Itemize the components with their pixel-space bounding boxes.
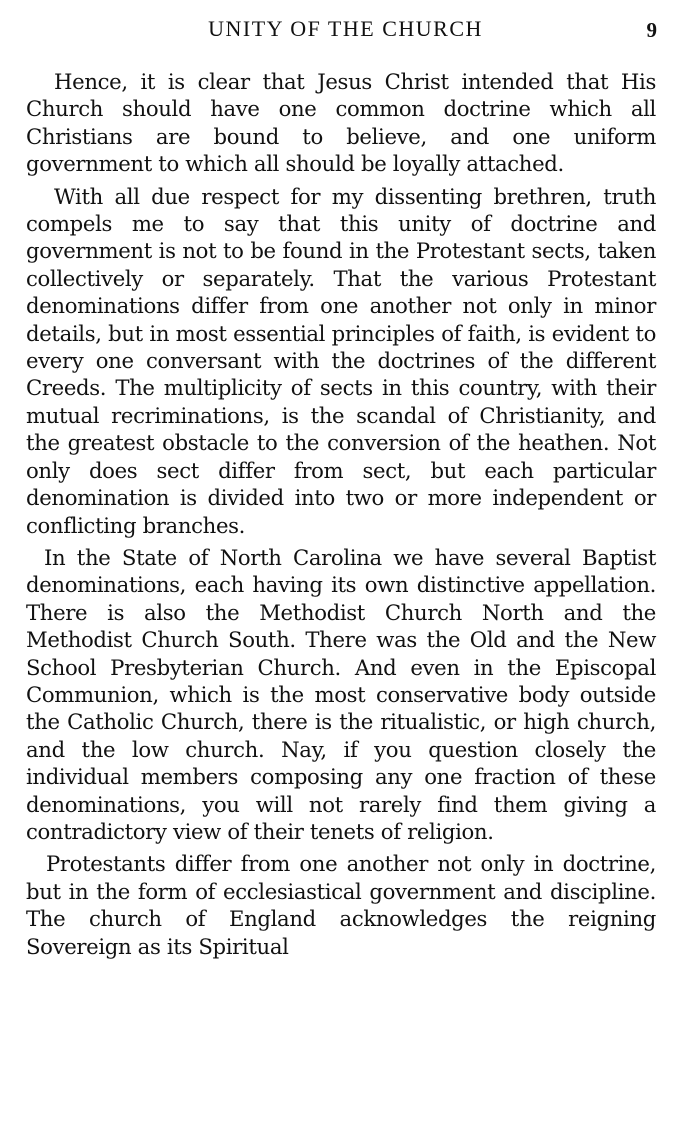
body-text xyxy=(26,68,656,965)
paragraph-4: Protestants differ from one another not only in doctrine, but in the form of ecclesiastical government and discipline. The church of England acknowledges the reigning Sovereign as its Spiritual xyxy=(26,851,656,959)
page-header xyxy=(0,14,691,44)
running-head: UNITY OF THE CHURCH xyxy=(208,16,483,41)
paragraph-2: With all due respect for my dissenting brethren, truth compels me to say that this unity of doctrine and government is not to be found in the Protestant sects, taken collectively or separately. That the various Protestant denominations differ from one another not only in minor details, but in most essential principles of faith, is evident to every one conversant with the doctrines of the different Creeds. The multiplicity of sects in this country, with their mutual recriminations, is the scandal of Christianity, and the greatest obstacle to the conversion of the heathen. Not only does sect differ from sect, but each particular denomination is divided into two or more independent or conflicting branches. xyxy=(26,183,656,538)
page-number: 9 xyxy=(646,18,657,42)
paragraph-3: In the State of North Carolina we have several Baptist denominations, each having its own distinctive appellation. There is also the Methodist Church North and the Methodist Church South. There was the Old and the New School Presbyterian Church. And even in the Episcopal Communion, which is the most conservative body outside the Catholic Church, there is the ritualistic, or high church, and the low church. Nay, if you question closely the individual members composing any one fraction of these denominations, you will not rarely find them giving a contradictory view of their tenets of religion. xyxy=(26,544,656,844)
paragraph-1: Hence, it is clear that Jesus Christ intended that His Church should have one common doctrine which all Christians are bound to believe, and one uniform government to which all should be loyally attached. xyxy=(26,69,656,177)
